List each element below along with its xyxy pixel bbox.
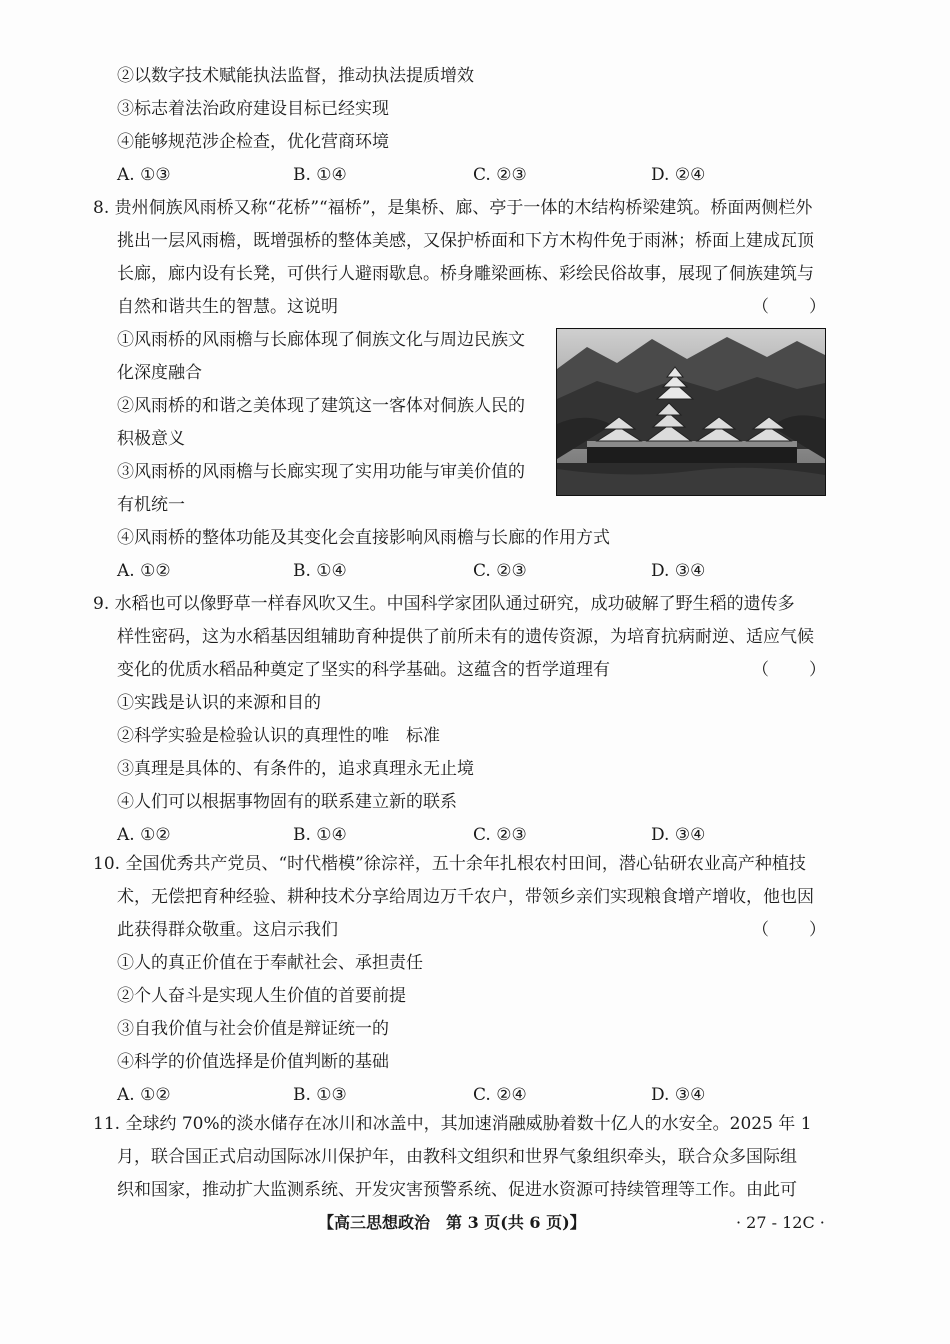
q9-option-c: C. ②③ — [473, 825, 527, 845]
q9-option-d: D. ③④ — [651, 825, 706, 845]
q7-item-4: ④能够规范涉企检查，优化营商环境 — [117, 132, 389, 152]
q9-stem-line-1: 9. 水稻也可以像野草一样春风吹又生。中国科学家团队通过研究，成功破解了野生稻的遗传多 — [93, 594, 795, 614]
page-footer-code: · 27 - 12C · — [736, 1213, 825, 1232]
q9-stem-line-2: 样性密码，这为水稻基因组辅助育种提供了前所未有的遗传资源，为培育抗病耐逆、适应气候 — [117, 627, 814, 647]
q10-item-4: ④科学的价值选择是价值判断的基础 — [117, 1052, 389, 1072]
q10-item-3: ③自我价值与社会价值是辩证统一的 — [117, 1019, 389, 1039]
q10-option-c: C. ②④ — [473, 1085, 527, 1105]
q10-option-b: B. ①③ — [293, 1085, 347, 1105]
q8-stem-line-4: 自然和谐共生的智慧。这说明 — [117, 297, 338, 317]
q8-option-d: D. ③④ — [651, 561, 706, 581]
q7-option-b: B. ①④ — [293, 165, 347, 185]
wind-rain-bridge-photo — [556, 328, 826, 496]
q9-options — [117, 823, 837, 847]
q8-item-1b: 化深度融合 — [117, 363, 202, 383]
q8-stem-line-2: 挑出一层风雨檐，既增强桥的整体美感，又保护桥面和下方木构件免于雨淋；桥面上建成瓦顶 — [117, 231, 814, 251]
q9-item-4: ④人们可以根据事物固有的联系建立新的联系 — [117, 792, 457, 812]
q9-option-a: A. ①② — [117, 825, 171, 845]
q10-stem-line-3: 此获得群众敬重。这启示我们 — [117, 920, 338, 940]
q8-item-2a: ②风雨桥的和谐之美体现了建筑这一客体对侗族人民的 — [117, 396, 525, 416]
q7-item-3: ③标志着法治政府建设目标已经实现 — [117, 99, 389, 119]
q7-item-2: ②以数字技术赋能执法监督，推动执法提质增效 — [117, 66, 474, 86]
q10-stem-line-2: 术，无偿把育种经验、耕种技术分享给周边万千农户，带领乡亲们实现粮食增产增收，他也因 — [117, 887, 814, 907]
q10-stem-line-1: 10. 全国优秀共产党员、“时代楷模”徐淙祥，五十余年扎根农村田间，潜心钻研农业高产种植技 — [93, 854, 806, 874]
q10-item-1: ①人的真正价值在于奉献社会、承担责任 — [117, 953, 423, 973]
q11-stem-line-2: 月，联合国正式启动国际冰川保护年，由教科文组织和世界气象组织牵头，联合众多国际组 — [117, 1147, 797, 1167]
q8-stem-line-3: 长廊，廊内设有长凳，可供行人避雨歇息。桥身雕梁画栋、彩绘民俗故事，展现了侗族建筑与 — [117, 264, 814, 284]
q8-stem-line-1: 8. 贵州侗族风雨桥又称“花桥”“福桥”，是集桥、廊、亭于一体的木结构桥梁建筑。桥面两侧栏外 — [93, 198, 813, 218]
q8-item-1a: ①风雨桥的风雨檐与长廊体现了侗族文化与周边民族文 — [117, 330, 525, 350]
q8-item-2b: 积极意义 — [117, 429, 185, 449]
q10-answer-parentheses: （ ） — [752, 920, 828, 940]
q7-option-d: D. ②④ — [651, 165, 706, 185]
q9-stem-line-3: 变化的优质水稻品种奠定了坚实的科学基础。这蕴含的哲学道理有 — [117, 660, 610, 680]
q10-options — [117, 1083, 837, 1107]
q10-item-2: ②个人奋斗是实现人生价值的首要前提 — [117, 986, 406, 1006]
q8-option-a: A. ①② — [117, 561, 171, 581]
q7-option-c: C. ②③ — [473, 165, 527, 185]
q8-item-4: ④风雨桥的整体功能及其变化会直接影响风雨檐与长廊的作用方式 — [117, 528, 610, 548]
q9-option-b: B. ①④ — [293, 825, 347, 845]
q9-item-3: ③真理是具体的、有条件的，追求真理永无止境 — [117, 759, 474, 779]
q9-answer-parentheses: （ ） — [752, 660, 828, 680]
q8-item-3b: 有机统一 — [117, 495, 185, 515]
wind-rain-bridge-illustration — [557, 329, 825, 495]
q8-option-c: C. ②③ — [473, 561, 527, 581]
q9-item-1: ①实践是认识的来源和目的 — [117, 693, 321, 713]
q7-option-a: A. ①③ — [117, 165, 171, 185]
page-footer-title: 【高三思想政治 第 3 页(共 6 页)】 — [318, 1213, 586, 1232]
q8-option-b: B. ①④ — [293, 561, 347, 581]
q10-option-a: A. ①② — [117, 1085, 171, 1105]
q8-answer-parentheses: （ ） — [752, 297, 828, 317]
q11-stem-line-3: 织和国家，推动扩大监测系统、开发灾害预警系统、促进水资源可持续管理等工作。由此可 — [117, 1180, 797, 1200]
q10-option-d: D. ③④ — [651, 1085, 706, 1105]
q9-item-2: ②科学实验是检验认识的真理性的唯 标准 — [117, 726, 440, 746]
q8-options — [117, 559, 837, 583]
q7-options — [117, 163, 837, 187]
q11-stem-line-1: 11. 全球约 70%的淡水储存在冰川和冰盖中，其加速消融威胁着数十亿人的水安全。2025 年 1 — [93, 1114, 812, 1134]
q8-item-3a: ③风雨桥的风雨檐与长廊实现了实用功能与审美价值的 — [117, 462, 525, 482]
